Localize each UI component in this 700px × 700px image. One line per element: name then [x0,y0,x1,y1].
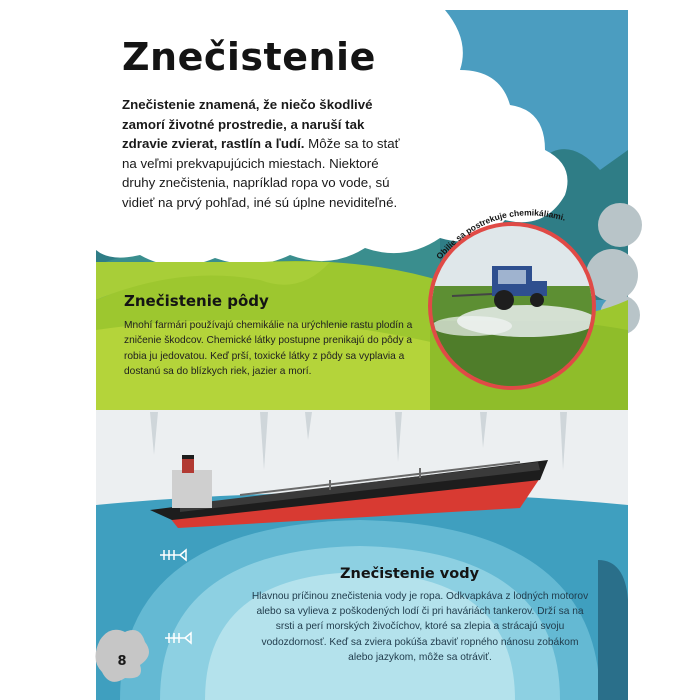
soil-section-title: Znečistenie pôdy [124,292,269,310]
tanker-bridge [172,470,212,508]
page-number: 8 [117,654,127,669]
water-section-title: Znečistenie vody [340,566,480,582]
intro-paragraph [122,95,412,212]
photo-caption [434,207,567,261]
intro-bold-text: Znečistenie znamená, že niečo škodlivé zamorí životné prostredie, a naruší tak zdravie zvierat, rastlín a ľudí. [122,97,373,151]
intro-rest-text: Môže sa to stať na veľmi prekvapujúcich miestach. Niektoré druhy znečistenia, napríklad ropa vo vode, sú vidieť na prvý pohľad, iné sú úplne neviditeľné. [122,136,400,210]
photo-caption-text: Obilie sa postrekuje chemikáliami. [434,207,567,262]
soil-section-text: Mnohí farmári používajú chemikálie na urýchlenie rastu plodín a zničenie škodcov. Chemické látky postupne prenikajú do pôdy a robia ju jedovatou. Keď prší, toxické látky z pôdy sa vyplavia a dostanú sa do blízkych riek, jazier a morí. [124,320,413,378]
water-section-text: Hlavnou príčinou znečistenia vody je ropa. Odkvapkáva z lodných motorov alebo sa vylieva z poškodených lodí či pri haváriách tankerov. Drží sa na srsti a perí morských živočíchov, ktoré sa zlepia a strácajú svoju vodozdornosť. Keď sa zviera pokúša zbaviť ropného nánosu zobákom alebo jazykom, môže sa otráviť. [251,591,589,663]
sea-right-edge [598,560,628,700]
page-title: Znečistenie [122,35,376,79]
photo-caption-arc [420,190,610,270]
